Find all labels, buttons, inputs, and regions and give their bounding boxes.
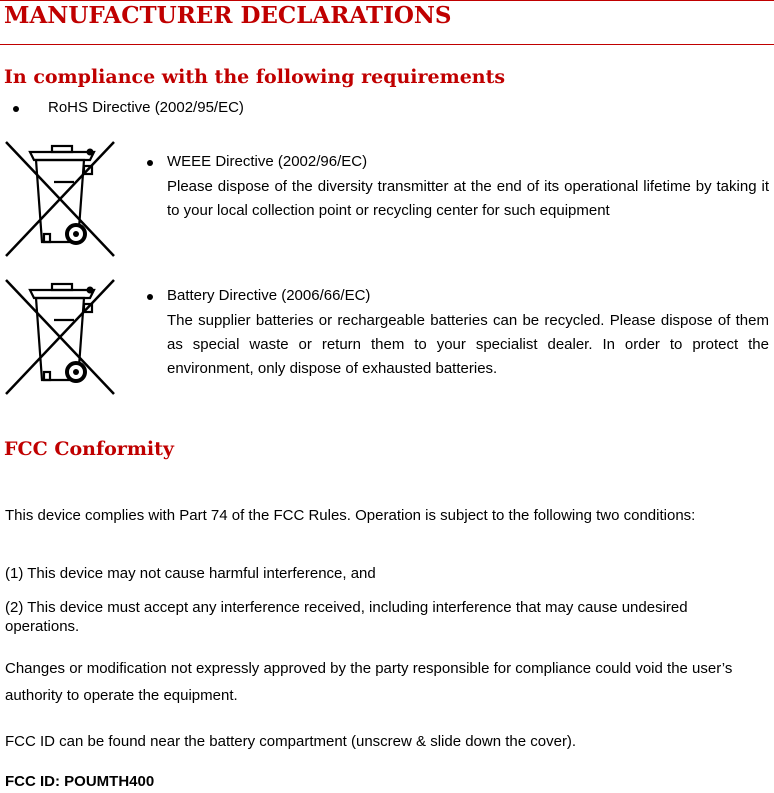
fcc-id: FCC ID: POUMTH400 xyxy=(5,773,155,790)
bullet-dot xyxy=(13,106,19,112)
weee-directive-title: WEEE Directive (2002/96/EC) xyxy=(167,153,368,170)
compliance-heading: In compliance with the following requirements xyxy=(4,66,506,88)
page-title: MANUFACTURER DECLARATIONS xyxy=(4,2,452,29)
fcc-id-location: FCC ID can be found near the battery compartment (unscrew & slide down the cover). xyxy=(5,733,577,750)
battery-directive-text: The supplier batteries or rechargeable batteries can be recycled. Please dispose of them as special waste or return them to your specialist dealer. In order to protect the environment, only dispose of exhausted batteries. xyxy=(167,312,769,377)
battery-directive-title: Battery Directive (2006/66/EC) xyxy=(167,287,371,304)
bullet-dot xyxy=(147,294,153,300)
crossed-out-wheelie-bin-icon xyxy=(2,138,118,260)
title-top-rule xyxy=(0,0,774,1)
fcc-heading: FCC Conformity xyxy=(4,438,174,460)
weee-directive-text: Please dispose of the diversity transmitter at the end of its operational lifetime by taking it to your local collection point or recycling center for such equipment xyxy=(167,178,769,219)
rohs-directive: RoHS Directive (2002/95/EC) xyxy=(48,99,244,116)
fcc-condition-2: (2) This device must accept any interference received, including interference that may cause undesired operations. xyxy=(5,599,688,635)
bullet-dot xyxy=(147,160,153,166)
title-bottom-rule xyxy=(0,44,774,45)
fcc-condition-1: (1) This device may not cause harmful interference, and xyxy=(5,565,376,582)
crossed-out-wheelie-bin-icon xyxy=(2,276,118,398)
fcc-changes: Changes or modification not expressly approved by the party responsible for compliance could void the user’s authority to operate the equipment. xyxy=(5,660,733,704)
fcc-intro: This device complies with Part 74 of the FCC Rules. Operation is subject to the following two conditions: xyxy=(5,507,696,524)
